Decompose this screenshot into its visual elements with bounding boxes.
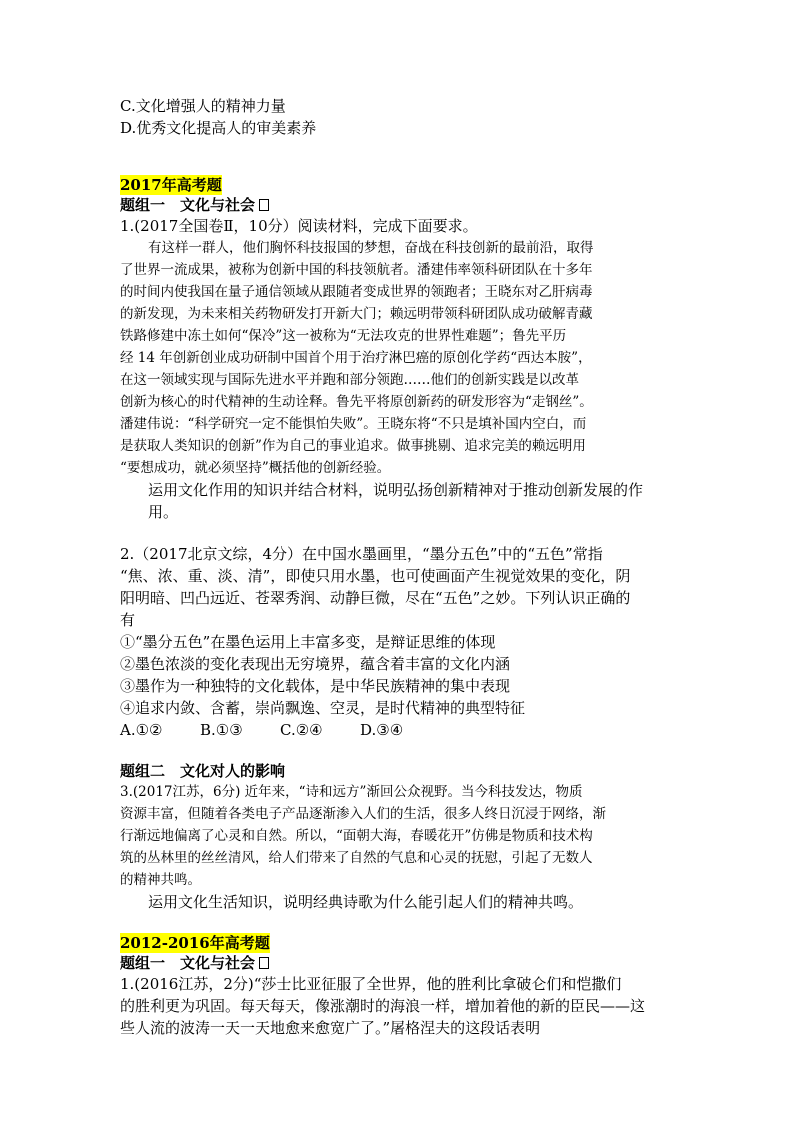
section-2012-title: 2012-2016年高考题	[120, 934, 270, 952]
option-d: D.优秀文化提高人的审美素养	[120, 119, 317, 137]
statement-4: ④追求内敛、含蓄，崇尚飘逸、空灵，是时代精神的典型特征	[120, 699, 526, 717]
choice-b: B.①③	[200, 721, 243, 739]
document-page	[120, 95, 680, 1039]
question-3: 3.(2017江苏，6分) 近年来，“诗和远方”渐回公众视野。当今科技发达，物质 资源丰富，但随着各类电子产品逐渐渗入人们的生活，很多人终日沉浸于网络，渐 行渐远地偏离了心灵和自然。所以，“面朝大海，春暖花开”仿佛是物质和技术构 筑的丛林里的丝丝清风，给人们带来了自然的气息和心灵的抚慰，引起了无数人 的精神共鸣。 运用文化生活知识，说明经典诗歌为什么能引起人们的精神共鸣。	[120, 781, 680, 913]
question-3-task: 运用文化生活知识，说明经典诗歌为什么能引起人们的精神共鸣。	[148, 893, 584, 911]
choice-a: A.①②	[120, 721, 163, 739]
question-1-task: 运用文化作用的知识并结合材料，说明弘扬创新精神对于推动创新发展的作	[148, 481, 644, 499]
choice-c: C.②④	[280, 721, 323, 739]
answer-choices	[120, 719, 680, 741]
group-heading-2: 题组二 文化对人的影响	[120, 762, 286, 780]
statement-1: ①“墨分五色”在墨色运用上丰富多变，是辩证思维的体现	[120, 633, 496, 651]
question-1-material: 有这样一群人，他们胸怀科技报国的梦想，奋战在科技创新的最前沿，取得 了世界一流成果，被称为创新中国的科技领航者。潘建伟率领科研团队在十多年 的时间内使我国在量子通信领域从跟随者变成世界的领跑者；王晓东对乙肝病毒 的新发现，为未来相关药物研发打开新大门；赖远明带领科研团队成功破解青藏 铁路修建中冻土如何“保冷”这一被称为“无法攻克的世界性难题”；鲁先平历 经 14 年创新创业成功研制中国首个用于治疗淋巴癌的原创化学药“西达本胺”， 在这一领域实现与国际先进水平并跑和部分领跑……他们的创新实践是以改革 创新为核心的时代精神的生动诠释。鲁先平将原创新药的研发形容为“走钢丝”。 潘建伟说：“科学研究一定不能惧怕失败”。王晓东将“不只是填补国内空白，而 是获取人类知识的创新”作为自己的事业追求。做事挑剔、追求完美的赖远明用 “要想成功，就必须坚持”概括他的创新经验。	[120, 240, 594, 476]
checkbox-icon	[259, 957, 269, 969]
section-2017	[120, 175, 680, 913]
section-2012-2016: 2012-2016年高考题 题组一 文化与社会 1.(2016江苏，2分)“莎士比亚征服了全世界，他的胜利比拿破仑们和恺撒们 的胜利更为巩固。每天每天，像涨潮时的海浪一样，增加着他的新的臣民——这 些人流的波涛一天一天地愈来愈宽广了。”屠格涅夫的这段话表明	[120, 933, 680, 1039]
choice-d: D.③④	[360, 721, 404, 739]
section-2017-title: 2017年高考题	[120, 176, 222, 194]
statement-3: ③墨作为一种独特的文化载体，是中华民族精神的集中表现	[120, 677, 511, 695]
question-1-task-cont: 用。	[148, 503, 179, 521]
group-heading: 题组一 文化与社会	[120, 195, 680, 215]
question-2: 2.（2017北京文综，4分）在中国水墨画里，“墨分五色”中的“五色”常指 “焦、浓、重、淡、清”，即使只用水墨，也可使画面产生视觉效果的变化，阴 阳明暗、凹凸远近、苍翠秀润、动静巨微，尽在“五色”之妙。下列认识正确的 有 ①“墨分五色”在墨色运用上丰富多变，是辩证思维的体现 ②墨色浓淡的变化表现出无穷境界，蕴含着丰富的文化内涵 ③墨作为一种独特的文化载体，是中华民族精神的集中表现 ④追求内敛、含蓄，崇尚飘逸、空灵，是时代精神的典型特征 A.①② B.①③ C.②④ D.③④	[120, 543, 680, 741]
option-c: C.文化增强人的精神力量	[120, 97, 286, 115]
statement-2: ②墨色浓淡的变化表现出无穷境界，蕴含着丰富的文化内涵	[120, 655, 511, 673]
checkbox-icon	[259, 199, 269, 211]
group-heading-3: 题组一 文化与社会	[120, 953, 680, 973]
question-1-stem: 1.(2017全国卷Ⅱ，10分）阅读材料，完成下面要求。	[120, 217, 478, 235]
